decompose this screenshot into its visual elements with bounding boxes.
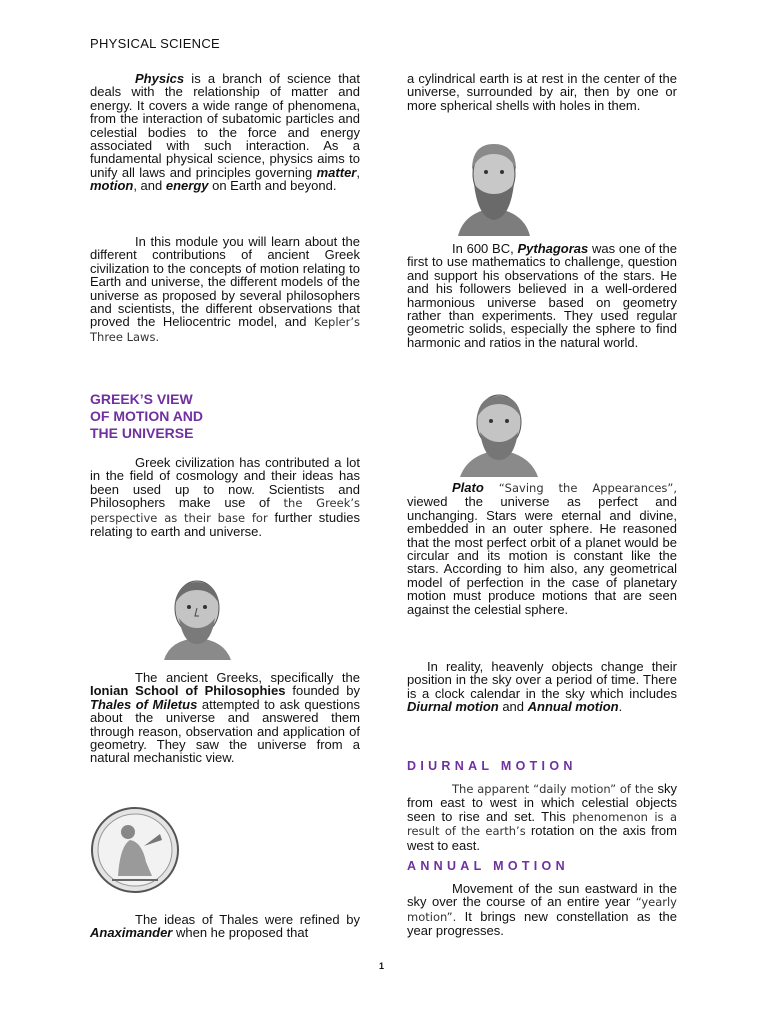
diurnal-paragraph: The apparent “daily motion” of the sky from east to west in which celestial objects seen to rise and set. This phenomenon is a result of the earth’s rotation on the axis from west to east.	[407, 781, 677, 853]
term-motion: motion	[90, 178, 134, 194]
module-paragraph: In this module you will learn about the different contributions of ancient Greek civilization to the concepts of motion relating to Earth and universe, the different models of the universe as proposed by several philosophers and scientists, the different observations that proved the Heliocentric model, and Kepler’s Three Laws.	[90, 234, 360, 344]
annual-paragraph: Movement of the sun eastward in the sky over the course of an entire year “yearly motion”. It brings new constellation as the year progresses.	[407, 881, 677, 939]
diurnal-motion-heading: DIURNAL MOTION	[407, 759, 577, 773]
pythagoras-paragraph: In 600 BC, Pythagoras was one of the first to use mathematics to challenge, question and support his observations of the stars. He and his followers believed in a well-ordered harmonious universe based on geometry rather than experiments. They used regular geometric solids, especially the sphere to find harmonic and ratios in the natural world.	[407, 241, 678, 350]
pythagoras-portrait-image	[452, 138, 536, 236]
term-plato: Plato	[452, 480, 484, 495]
term-diurnal-motion: Diurnal motion	[407, 699, 499, 715]
page-header: PHYSICAL SCIENCE	[90, 36, 221, 51]
section-heading-greeks-view: GREEK’S VIEW OF MOTION AND THE UNIVERSE	[90, 391, 204, 441]
annual-motion-heading: ANNUAL MOTION	[407, 859, 569, 873]
term-ionian-school: Ionian School of Philosophies	[90, 683, 286, 699]
plato-paragraph: Plato “Saving the Appearances”, viewed the universe as perfect and unchanging. Stars were eternal and divine, embedded in an outer sphere. He reasoned that the most perfect orbit of a planet would be circular and its motion is constant like the stars. According to him also, any geometrical model of perfection in the case of planetary motion must produce motions that are seen against the celestial sphere.	[407, 480, 677, 617]
cylindrical-earth-paragraph: a cylindrical earth is at rest in the center of the universe, surrounded by air, then by one or more spherical shells with holes in them.	[407, 71, 677, 113]
anaximander-medallion-image	[90, 806, 180, 894]
term-pythagoras: Pythagoras	[517, 241, 589, 256]
term-anaximander: Anaximander	[90, 925, 173, 941]
intro-paragraph: Physics is a branch of science that deals with the relationship of matter and energy. It covers a wide range of phenomena, from the interaction of subatomic particles and celestial bodies to the force and energy associated with such interaction. As a fundamental physical science, physics aims to unify all laws and principles governing matter, motion, and energy on Earth and beyond.	[90, 71, 360, 194]
reality-paragraph: In reality, heavenly objects change their position in the sky over a period of time. There is a clock calendar in the sky which includes Diurnal motion and Annual motion.	[407, 659, 677, 715]
plato-portrait-image	[452, 392, 547, 477]
term-thales: Thales of Miletus	[90, 696, 198, 712]
thales-ideas-paragraph: The ideas of Thales were refined by Anaximander when he proposed that	[90, 912, 360, 941]
term-annual-motion: Annual motion	[527, 699, 619, 715]
greek-paragraph: Greek civilization has contributed a lot in the field of cosmology and their ideas has been used up to now. Scientists and Philosophers make use of the Greek’s perspective as their base for further studies relating to earth and universe.	[90, 455, 361, 540]
term-physics: Physics	[135, 71, 185, 86]
term-matter: matter	[316, 164, 357, 180]
term-energy: energy	[165, 178, 209, 194]
thales-portrait-image	[150, 578, 245, 660]
ancient-greeks-paragraph: The ancient Greeks, specifically the Ionian School of Philosophies founded by Thales of Miletus attempted to ask questions about the universe and answered them through reason, observation and application of geometry. They saw the universe from a natural mechanistic view.	[90, 670, 360, 766]
page-number: 1	[379, 961, 385, 971]
